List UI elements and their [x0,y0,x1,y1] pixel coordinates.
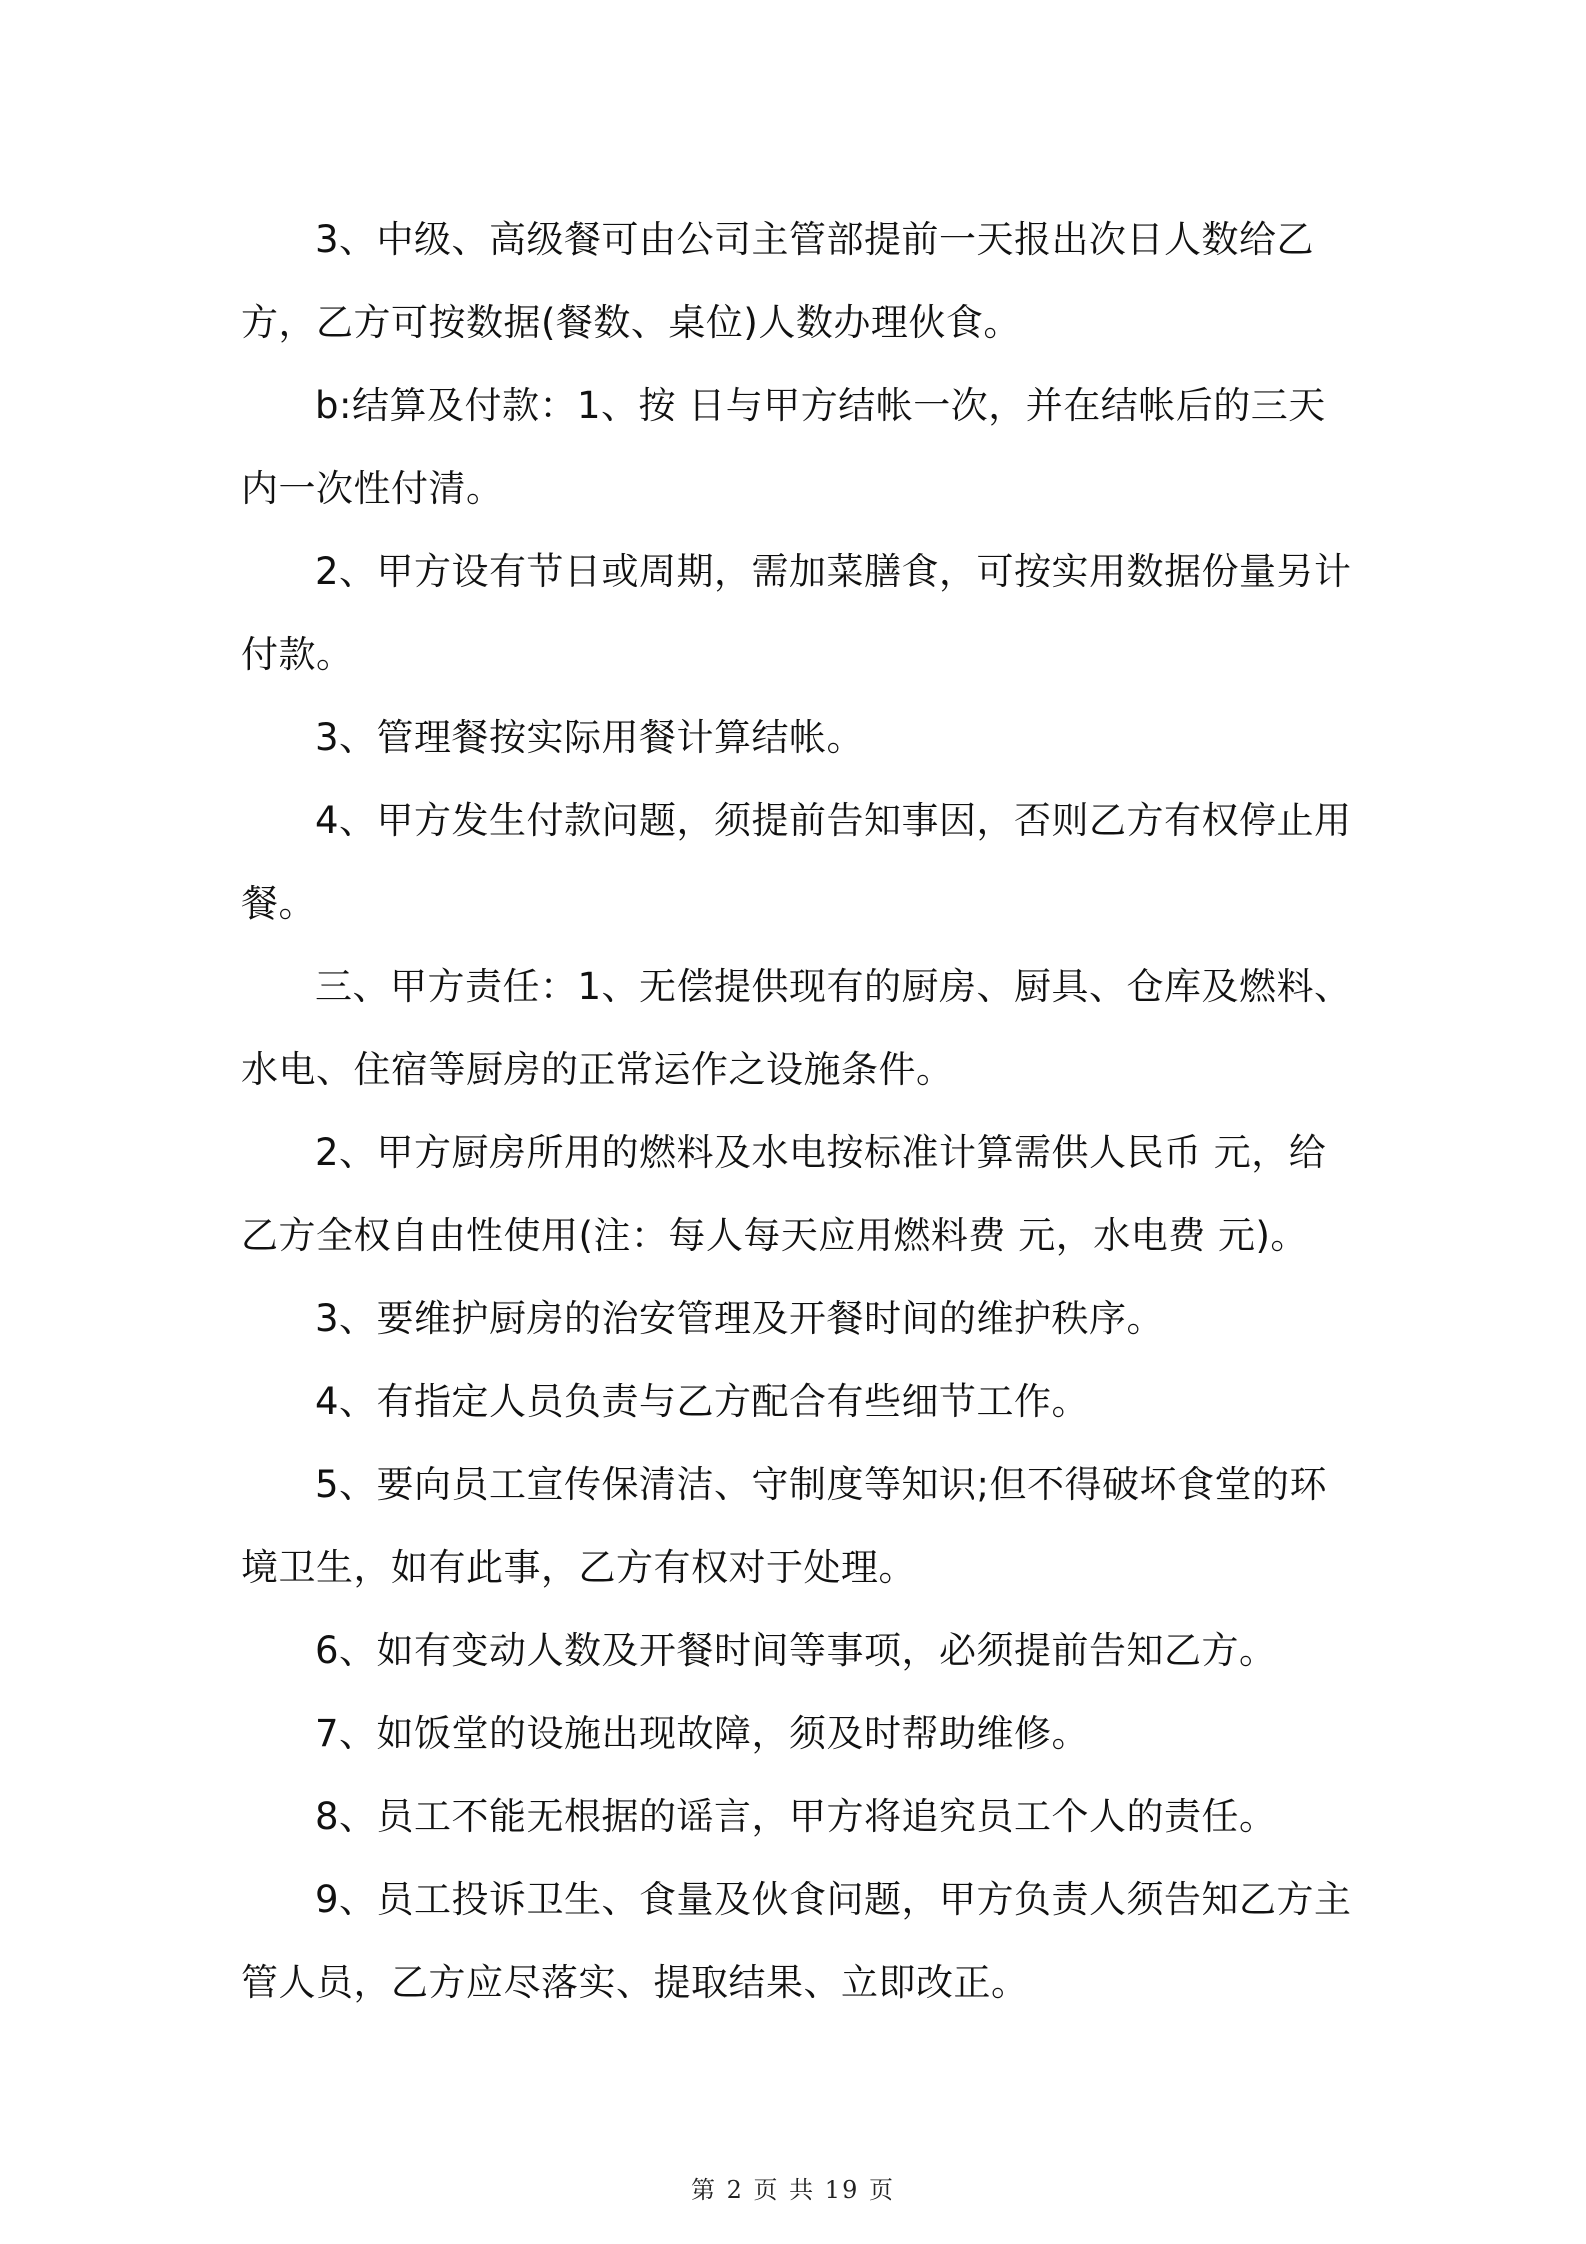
paragraph-2: b:结算及付款：1、按 日与甲方结帐一次，并在结帐后的三天内一次性付清。 [241,384,1326,510]
paragraph-7: 2、甲方厨房所用的燃料及水电按标准计算需供人民币 元，给乙方全权自由性使用(注：每人每天应用燃料费 元，水电费 元)。 [241,1131,1327,1257]
paragraph-3: 2、甲方设有节日或周期，需加菜膳食，可按实用数据份量另计付款。 [241,550,1352,676]
paragraph-13: 8、员工不能无根据的谣言，甲方将追究员工个人的责任。 [315,1795,1277,1838]
page-footer: 第 2 页 共 19 页 [691,2176,895,2204]
paragraph-6: 三、甲方责任：1、无偿提供现有的厨房、厨具、仓库及燃料、水电、住宿等厨房的正常运作之设施条件。 [241,965,1352,1091]
paragraph-11: 6、如有变动人数及开餐时间等事项，必须提前告知乙方。 [315,1629,1277,1672]
document-body [241,198,1363,2024]
paragraph-5: 4、甲方发生付款问题，须提前告知事因，否则乙方有权停止用餐。 [241,799,1352,925]
paragraph-4: 3、管理餐按实际用餐计算结帐。 [315,716,865,759]
paragraph-9: 4、有指定人员负责与乙方配合有些细节工作。 [315,1380,1090,1423]
paragraph-1: 3、中级、高级餐可由公司主管部提前一天报出次日人数给乙方，乙方可按数据(餐数、桌位)人数办理伙食。 [241,218,1315,344]
paragraph-8: 3、要维护厨房的治安管理及开餐时间的维护秩序。 [315,1297,1165,1340]
paragraph-10: 5、要向员工宣传保清洁、守制度等知识;但不得破坏食堂的环境卫生，如有此事，乙方有权对于处理。 [241,1463,1328,1589]
paragraph-12: 7、如饭堂的设施出现故障，须及时帮助维修。 [315,1712,1090,1755]
paragraph-14: 9、员工投诉卫生、食量及伙食问题，甲方负责人须告知乙方主管人员，乙方应尽落实、提取结果、立即改正。 [241,1878,1352,2004]
